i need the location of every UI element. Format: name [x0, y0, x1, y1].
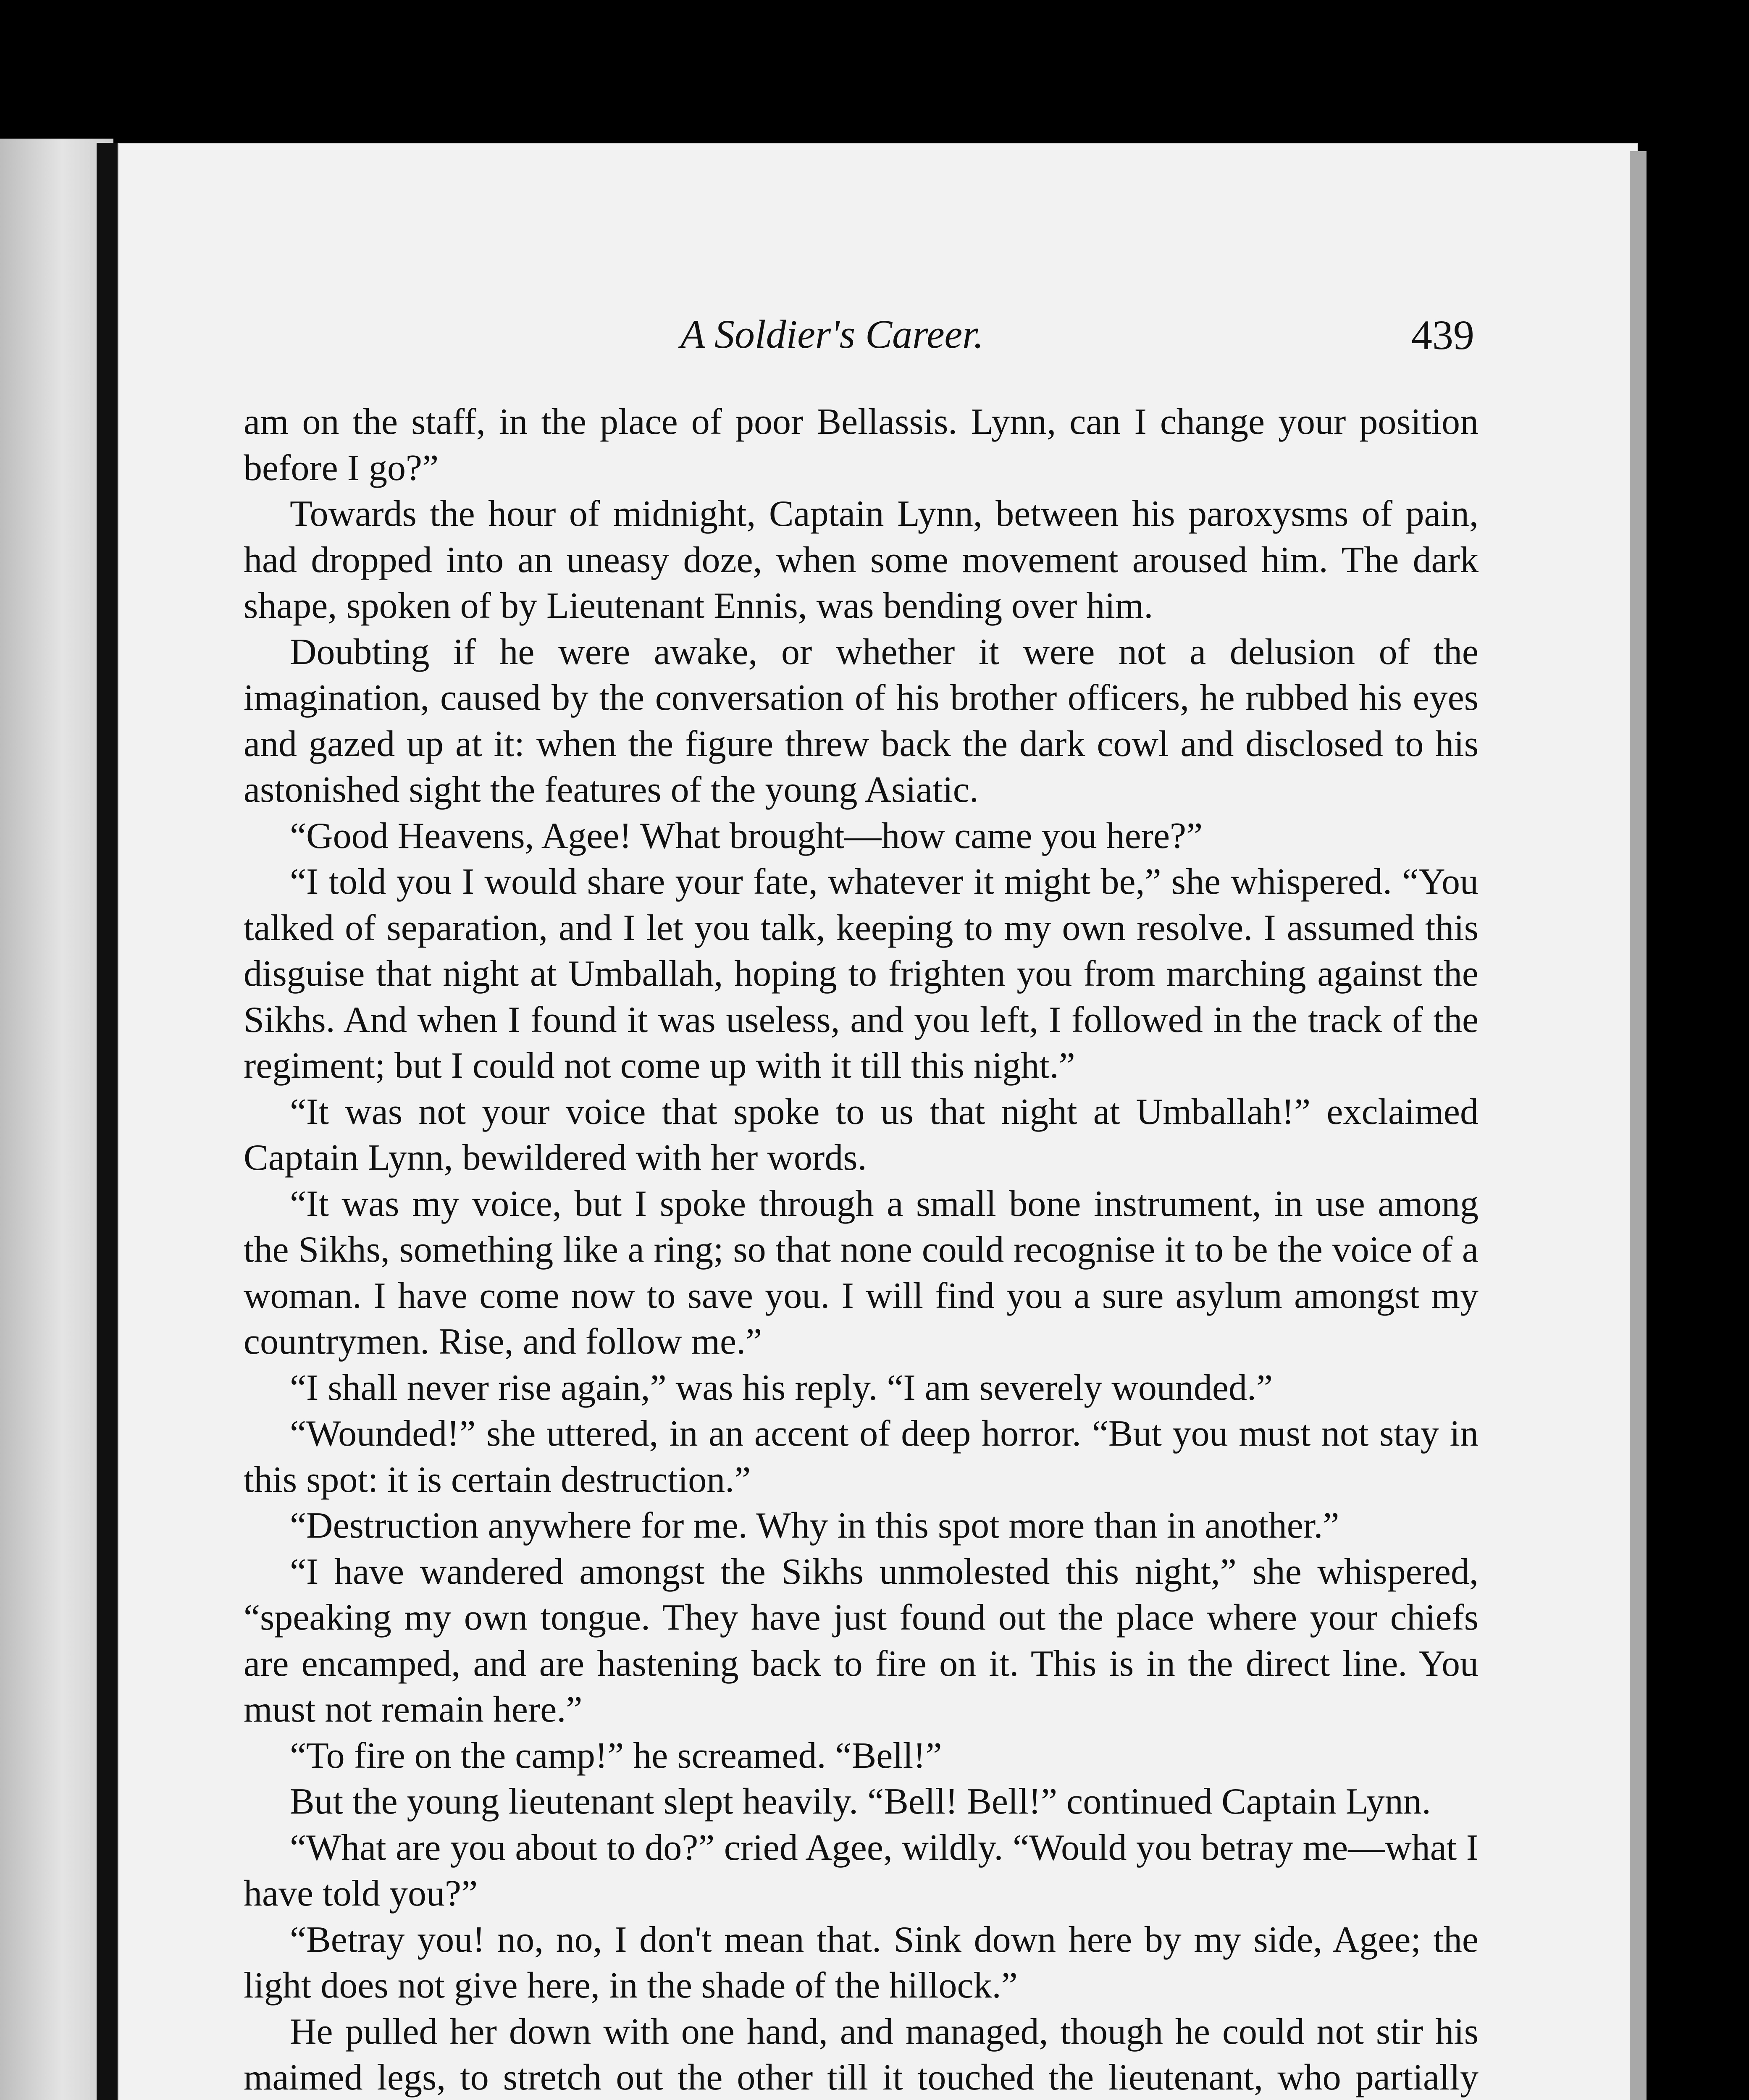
paragraph: “Betray you! no, no, I don't mean that. Sink down here by my side, Agee; the light does not give here, in the shade of the hillock.” — [244, 1919, 1479, 2006]
paragraph: “It was my voice, but I spoke through a small bone instrument, in use among the Sikhs, something like a ring; so that none could recognise it to be the voice of a woman. I have come now to save you. I will find you a sure asylum amongst my countrymen. Rise, and follow me.” — [244, 1183, 1479, 1362]
paragraph: Towards the hour of midnight, Captain Lynn, between his paroxysms of pain, had dropped into an uneasy doze, when some movement aroused him. The dark shape, spoken of by Lieutenant Ennis, was bending over him. — [244, 494, 1479, 626]
paragraph: “What are you about to do?” cried Agee, wildly. “Would you betray me—what I have told you?” — [244, 1827, 1479, 1914]
book-gutter — [97, 143, 118, 2100]
running-title: A Soldier's Career. — [680, 312, 984, 357]
paragraph: “Destruction anywhere for me. Why in this spot more than in another.” — [290, 1505, 1339, 1546]
page-header — [0, 172, 1749, 358]
paragraph: “It was not your voice that spoke to us that night at Umballah!” exclaimed Captain Lynn, bewildered with her words. — [244, 1091, 1479, 1178]
paragraph: “I have wandered amongst the Sikhs unmolested this night,” she whispered, “speaking my own tongue. They have just found out the place where your chiefs are encamped, and are hastening back to fire on it. This is in the direct line. You must not remain here.” — [244, 1551, 1479, 1730]
paragraph: “I shall never rise again,” was his reply. “I am severely wounded.” — [290, 1367, 1273, 1408]
paragraph: “To fire on the camp!” he screamed. “Bell!” — [290, 1735, 942, 1776]
paragraph: But the young lieutenant slept heavily. “Bell! Bell!” continued Captain Lynn. — [290, 1781, 1431, 1822]
paragraph: “I told you I would share your fate, whatever it might be,” she whispered. “You talked of separation, and I let you talk, keeping to my own resolve. I assumed this disguise that night at Umballah, hoping to frighten you from marching against the Sikhs. And when I found it was useless, and you left, I followed in the track of the regiment; but I could not come up with it till this night.” — [244, 861, 1479, 1086]
paragraph: “Good Heavens, Agee! What brought—how came you here?” — [290, 815, 1203, 856]
paragraph: He pulled her down with one hand, and managed, though he could not stir his maimed legs, to stretch out the other till it touched the lieutenant, who partially — [244, 2011, 1479, 2098]
page-edge-right — [1630, 151, 1647, 2100]
paragraph: “Wounded!” she uttered, in an accent of deep horror. “But you must not stay in this spot: it is certain destruction.” — [244, 1413, 1479, 1500]
paragraph: Doubting if he were awake, or whether it were not a delusion of the imagination, caused by the conversation of his brother officers, he rubbed his eyes and gazed up at it: when the figure threw back the dark cowl and disclosed to his astonished sight the features of the young Asiatic. — [244, 631, 1479, 810]
paragraph: am on the staff, in the place of poor Bellassis. Lynn, can I change your position before I go?” — [244, 402, 1479, 488]
body-text — [244, 399, 1479, 2100]
page-number: 439 — [1411, 312, 1474, 358]
